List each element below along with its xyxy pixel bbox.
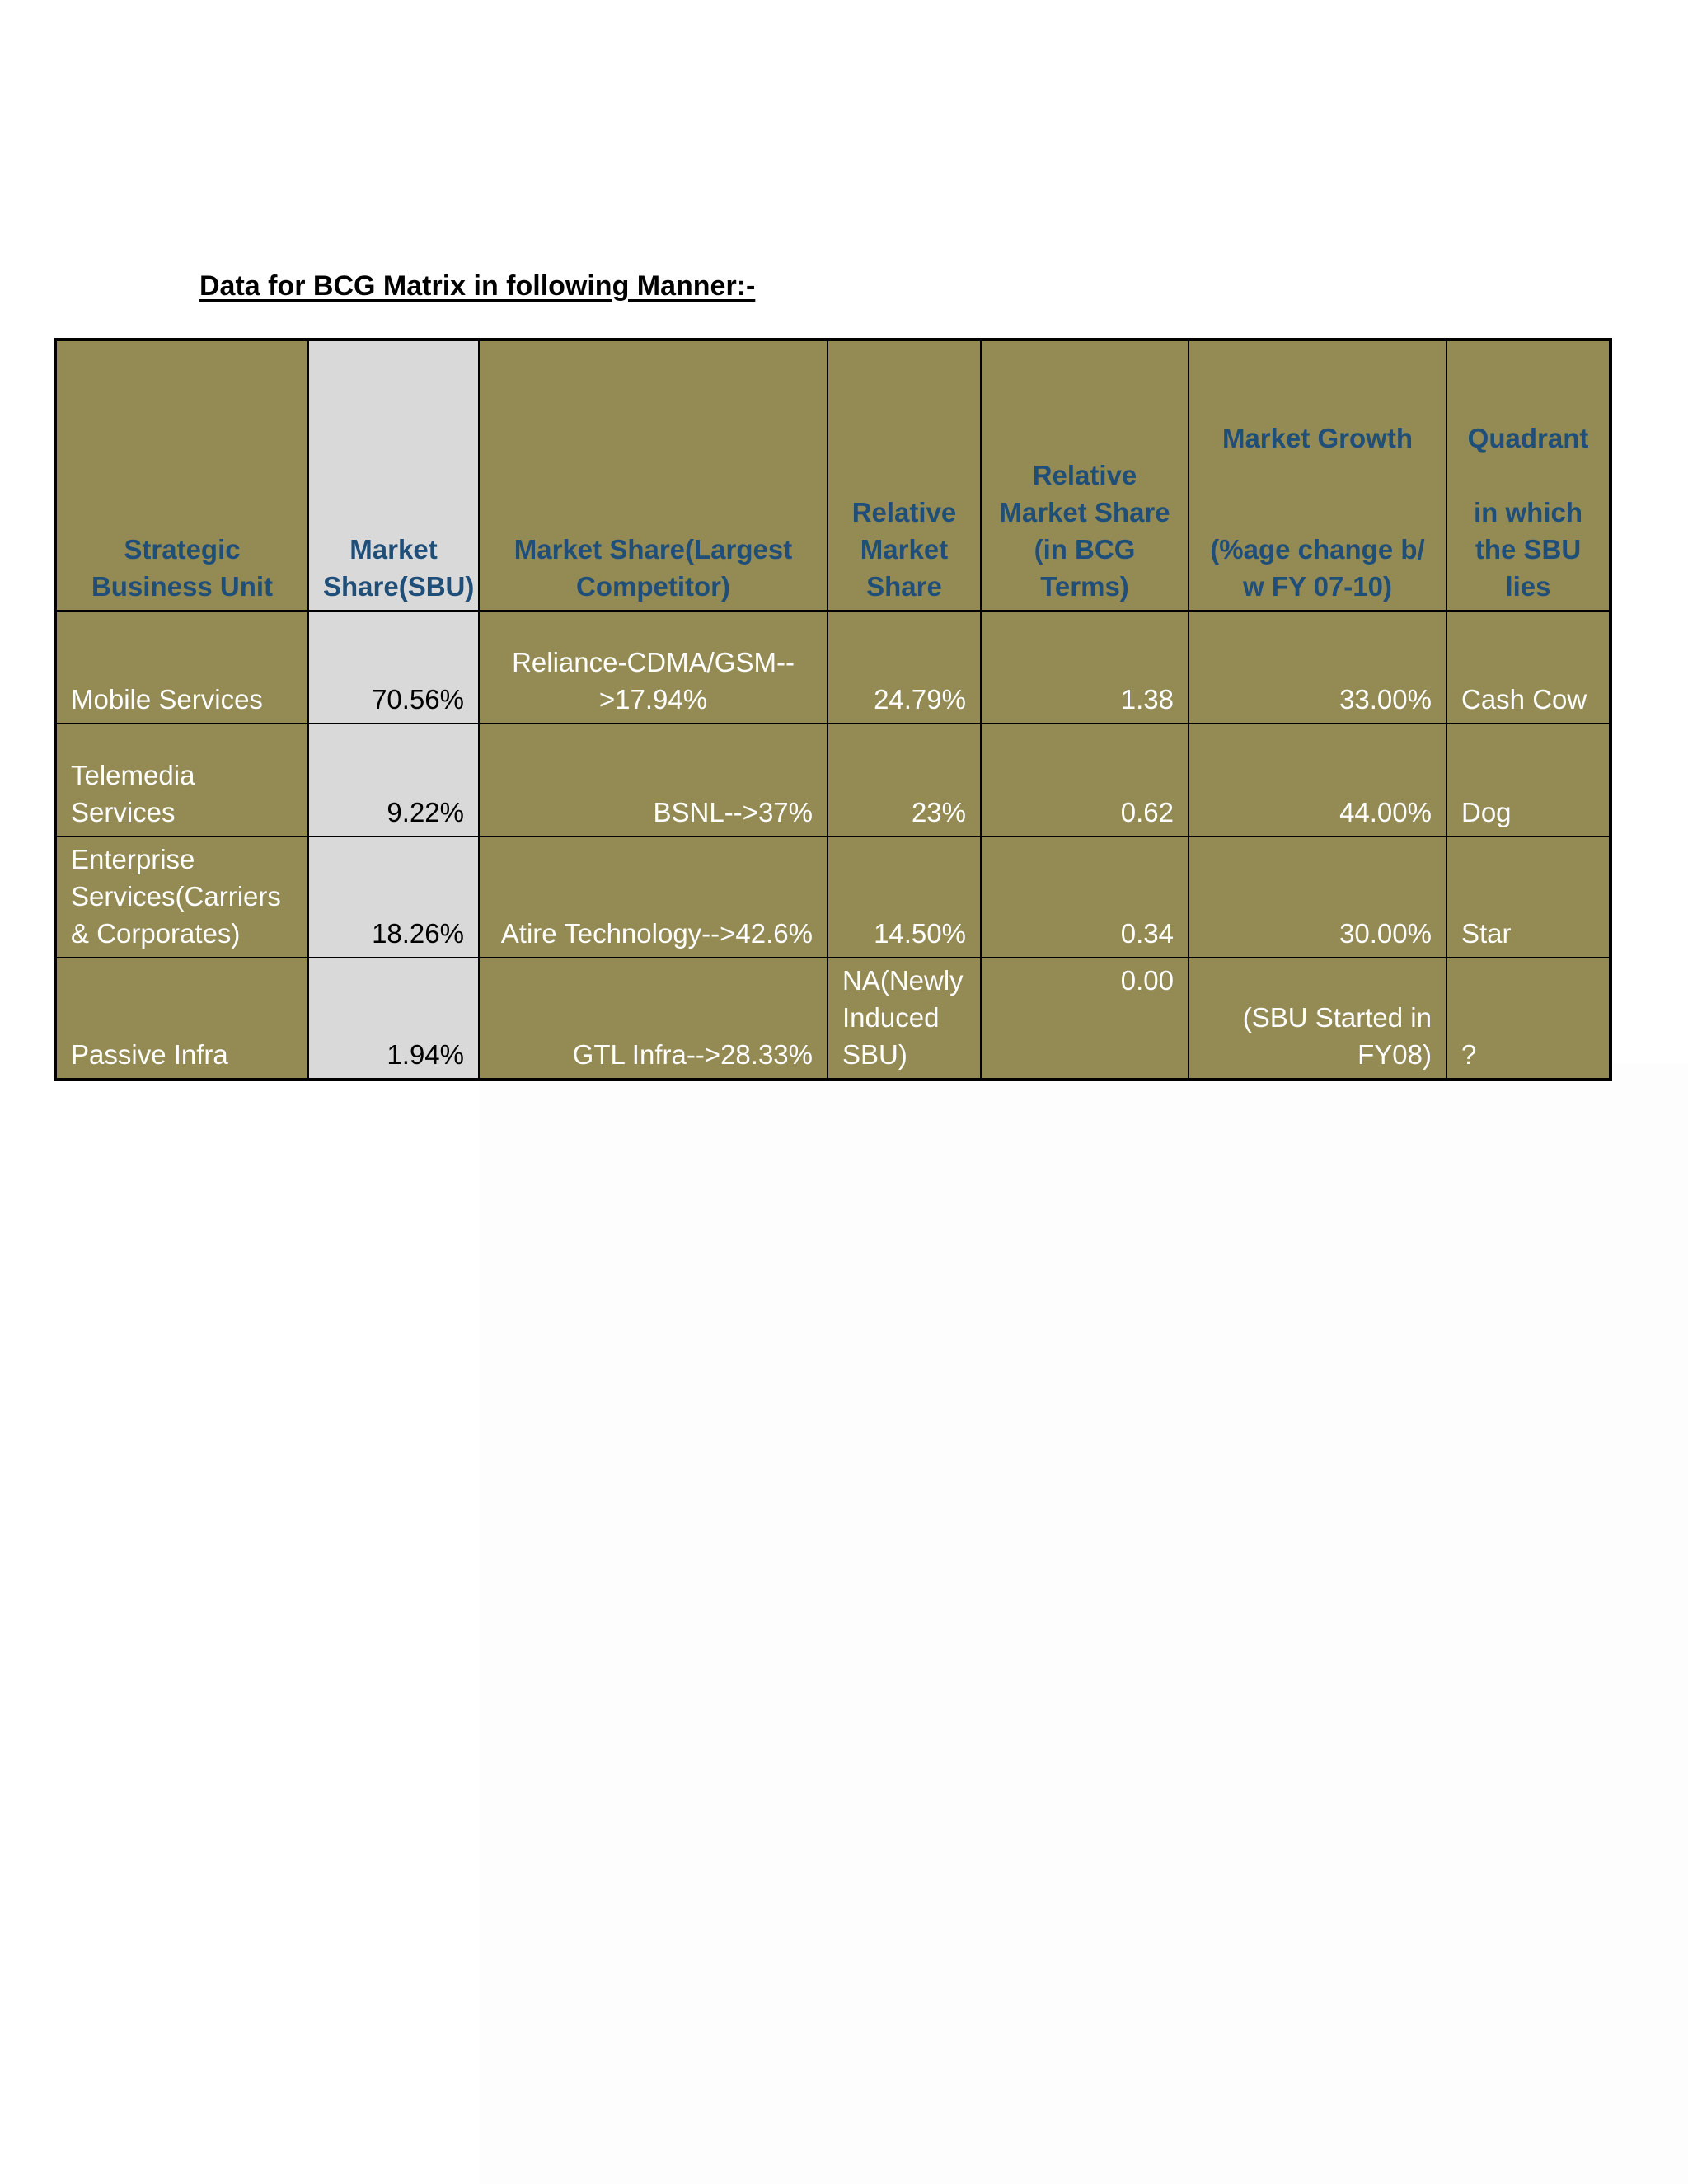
cell-market-share: 70.56% bbox=[308, 611, 479, 724]
cell-market-share: 1.94% bbox=[308, 958, 479, 1080]
cell-quadrant: Dog bbox=[1447, 724, 1611, 837]
table-row bbox=[55, 837, 1611, 958]
cell-sbu: Enterprise Services(Carriers & Corporates) bbox=[55, 837, 308, 958]
cell-growth: (SBU Started in FY08) bbox=[1189, 958, 1447, 1080]
page-background-tint bbox=[480, 1063, 1688, 2184]
cell-relative-bcg: 0.00 bbox=[981, 958, 1189, 1080]
document-title: Data for BCG Matrix in following Manner:- bbox=[199, 270, 756, 302]
cell-quadrant: ? bbox=[1447, 958, 1611, 1080]
header-market-growth: Market Growth (%age change b/ w FY 07-10) bbox=[1189, 340, 1447, 611]
header-strategic-business-unit: Strategic Business Unit bbox=[55, 340, 308, 611]
cell-competitor: GTL Infra-->28.33% bbox=[479, 958, 828, 1080]
cell-sbu: Mobile Services bbox=[55, 611, 308, 724]
cell-sbu: Telemedia Services bbox=[55, 724, 308, 837]
header-quadrant: Quadrant in which the SBU lies bbox=[1447, 340, 1611, 611]
cell-relative-bcg: 1.38 bbox=[981, 611, 1189, 724]
cell-market-share: 18.26% bbox=[308, 837, 479, 958]
table-row bbox=[55, 958, 1611, 1080]
cell-relative-share: 24.79% bbox=[828, 611, 981, 724]
cell-relative-share: NA(Newly Induced SBU) bbox=[828, 958, 981, 1080]
cell-relative-share: 14.50% bbox=[828, 837, 981, 958]
table-header-row bbox=[55, 340, 1611, 611]
cell-sbu: Passive Infra bbox=[55, 958, 308, 1080]
cell-competitor: BSNL-->37% bbox=[479, 724, 828, 837]
cell-quadrant: Cash Cow bbox=[1447, 611, 1611, 724]
cell-growth: 30.00% bbox=[1189, 837, 1447, 958]
cell-market-share: 9.22% bbox=[308, 724, 479, 837]
cell-relative-share: 23% bbox=[828, 724, 981, 837]
table-row bbox=[55, 611, 1611, 724]
cell-growth: 44.00% bbox=[1189, 724, 1447, 837]
cell-competitor: Reliance-CDMA/GSM-- >17.94% bbox=[479, 611, 828, 724]
header-market-share-sbu: Market Share(SBU) bbox=[308, 340, 479, 611]
cell-quadrant: Star bbox=[1447, 837, 1611, 958]
cell-growth: 33.00% bbox=[1189, 611, 1447, 724]
cell-relative-bcg: 0.34 bbox=[981, 837, 1189, 958]
cell-competitor: Atire Technology-->42.6% bbox=[479, 837, 828, 958]
header-market-share-largest-competitor: Market Share(Largest Competitor) bbox=[479, 340, 828, 611]
header-relative-market-share-bcg: Relative Market Share (in BCG Terms) bbox=[981, 340, 1189, 611]
header-relative-market-share: Relative Market Share bbox=[828, 340, 981, 611]
bcg-data-table bbox=[54, 338, 1612, 1081]
cell-relative-bcg: 0.62 bbox=[981, 724, 1189, 837]
table-row bbox=[55, 724, 1611, 837]
